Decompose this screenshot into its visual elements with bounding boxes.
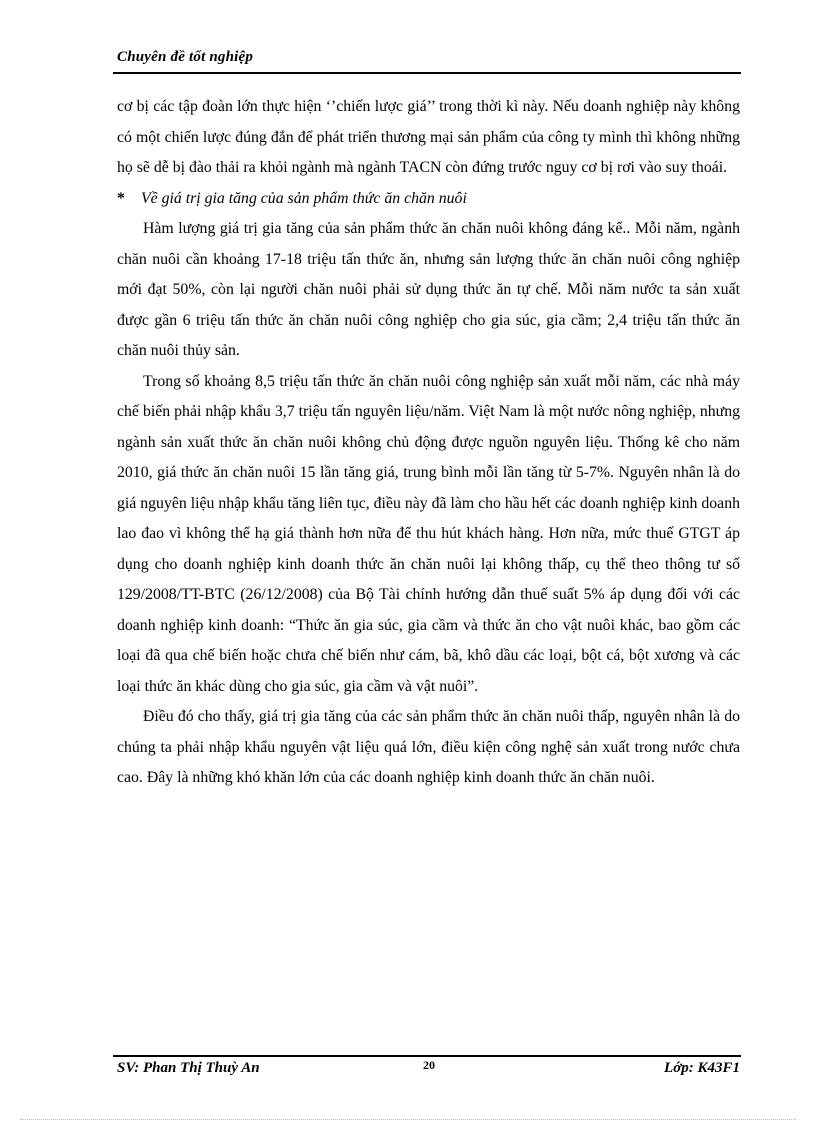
document-body: [117, 92, 740, 794]
paragraph-continuation: cơ bị các tập đoàn lớn thực hiện ‘’chiến lược giá’’ trong thời kì này. Nếu doanh nghiệp này không có một chiến lược đúng đắn để phát triển thương mại sản phẩm của công ty mình thì không những họ sẽ dễ bị đào thải ra khỏi ngành mà ngành TACN còn đứng trước nguy cơ bị rơi vào suy thoái.: [117, 98, 740, 176]
subheading: [117, 184, 740, 215]
footer-class: Lớp: K43F1: [664, 1060, 740, 1076]
paragraph: Hàm lượng giá trị gia tăng của sản phẩm thức ăn chăn nuôi không đáng kể.. Mỗi năm, ngành chăn nuôi cần khoảng 17-18 triệu tấn thức ăn, nhưng sản lượng thức ăn chăn nuôi công nghiệp mới đạt 50%, còn lại người chăn nuôi phải sử dụng thức ăn tự chế. Mỗi năm nước ta sản xuất được gần 6 triệu tấn thức ăn chăn nuôi công nghiệp cho gia súc, gia cầm; 2,4 triệu tấn thức ăn chăn nuôi thủy sản.: [117, 220, 740, 359]
subheading-text: Về giá trị gia tăng của sản phẩm thức ăn chăn nuôi: [141, 189, 467, 207]
paragraph: Điều đó cho thấy, giá trị gia tăng của các sản phẩm thức ăn chăn nuôi thấp, nguyên nhân là do chúng ta phải nhập khẩu nguyên vật liệu quá lớn, điều kiện công nghệ sản xuất trong nước chưa cao. Đây là những khó khăn lớn của các doanh nghiệp kinh doanh thức ăn chăn nuôi.: [117, 708, 740, 786]
page-number: 20: [423, 1058, 435, 1072]
header-title: Chuyên đề tốt nghiệp: [117, 49, 254, 65]
page-edge-divider: [20, 1119, 796, 1120]
header-rule: [113, 72, 741, 74]
paragraph: Trong số khoảng 8,5 triệu tấn thức ăn chăn nuôi công nghiệp sản xuất mỗi năm, các nhà máy chế biến phải nhập khẩu 3,7 triệu tấn nguyên liệu/năm. Việt Nam là một nước nông nghiệp, nhưng ngành sản xuất thức ăn chăn nuôi không chủ động được nguồn nguyên liệu. Thống kê cho năm 2010, giá thức ăn chăn nuôi 15 lần tăng giá, trung bình mỗi lần tăng từ 5-7%. Nguyên nhân là do giá nguyên liệu nhập khẩu tăng liên tục, điều này đã làm cho hầu hết các doanh nghiệp kinh doanh lao đao vì không thể hạ giá thành hơn nữa để thu hút khách hàng. Hơn nữa, mức thuế GTGT áp dụng cho doanh nghiệp kinh doanh thức ăn chăn nuôi lại không thấp, cụ thể theo thông tư số 129/2008/TT-BTC (26/12/2008) của Bộ Tài chính hướng dẫn thuế suất 5% áp dụng đối với các doanh nghiệp kinh doanh: “Thức ăn gia súc, gia cầm và thức ăn cho vật nuôi khác, bao gồm các loại đã qua chế biến hoặc chưa chế biến như cám, bã, khô dầu các loại, bột cá, bột xương và các loại thức ăn khác dùng cho gia súc, gia cầm và vật nuôi”.: [117, 372, 740, 695]
footer-student: SV: Phan Thị Thuỳ An: [117, 1060, 260, 1076]
bullet-marker: *: [117, 189, 125, 207]
footer-rule: [113, 1055, 741, 1057]
